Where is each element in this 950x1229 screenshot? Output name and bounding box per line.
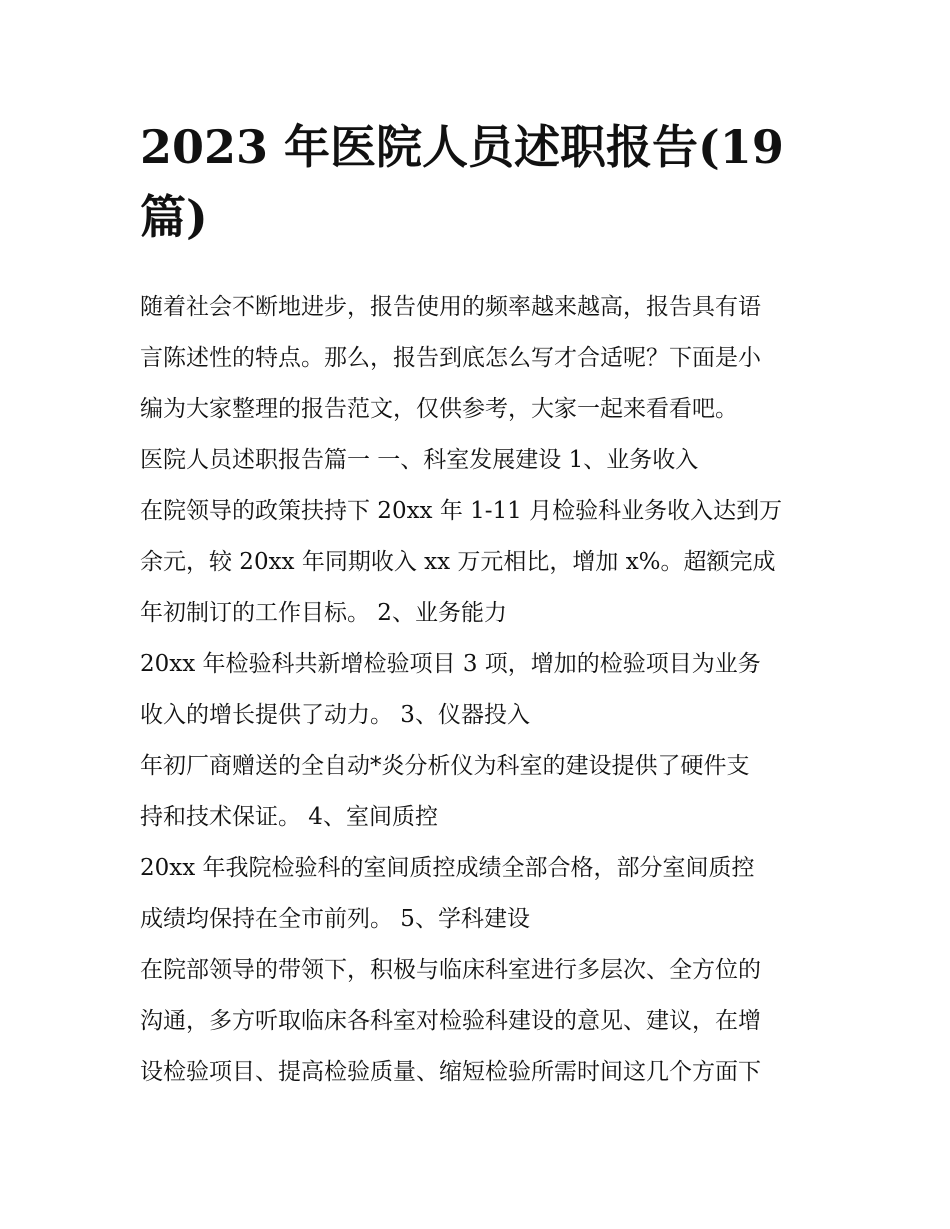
body-line-11: 持和技术保证。 4、室间质控 xyxy=(140,804,438,830)
body-line-5: 在院领导的政策扶持下 20xx 年 1-11 月检验科业务收入达到万 xyxy=(140,498,783,524)
document-title xyxy=(140,112,820,252)
document-body xyxy=(140,282,820,1098)
body-line-10: 年初厂商赠送的全自动*炎分析仪为科室的建设提供了硬件支 xyxy=(140,753,750,779)
body-line-8: 20xx 年检验科共新增检验项目 3 项，增加的检验项目为业务 xyxy=(140,651,761,677)
body-line-3: 编为大家整理的报告范文，仅供参考，大家一起来看看吧。 xyxy=(140,396,738,422)
body-line-2: 言陈述性的特点。那么，报告到底怎么写才合适呢？下面是小 xyxy=(140,345,761,371)
body-line-4: 医院人员述职报告篇一 一、科室发展建设 1、业务收入 xyxy=(140,447,699,473)
title-line-1: 2023 年医院人员述职报告(19 xyxy=(140,120,784,174)
title-line-2: 篇) xyxy=(140,190,208,244)
body-line-12: 20xx 年我院检验科的室间质控成绩全部合格，部分室间质控 xyxy=(140,855,755,881)
body-line-1: 随着社会不断地进步，报告使用的频率越来越高，报告具有语 xyxy=(140,294,761,320)
body-line-6: 余元，较 20xx 年同期收入 xx 万元相比，增加 x%。超额完成 xyxy=(140,549,776,575)
body-line-9: 收入的增长提供了动力。 3、仪器投入 xyxy=(140,702,530,728)
document-page xyxy=(140,112,820,1098)
body-line-7: 年初制订的工作目标。 2、业务能力 xyxy=(140,600,507,626)
body-line-15: 沟通，多方听取临床各科室对检验科建设的意见、建议，在增 xyxy=(140,1008,761,1034)
body-line-13: 成绩均保持在全市前列。 5、学科建设 xyxy=(140,906,530,932)
body-line-16: 设检验项目、提高检验质量、缩短检验所需时间这几个方面下 xyxy=(140,1059,761,1085)
body-line-14: 在院部领导的带领下，积极与临床科室进行多层次、全方位的 xyxy=(140,957,761,983)
